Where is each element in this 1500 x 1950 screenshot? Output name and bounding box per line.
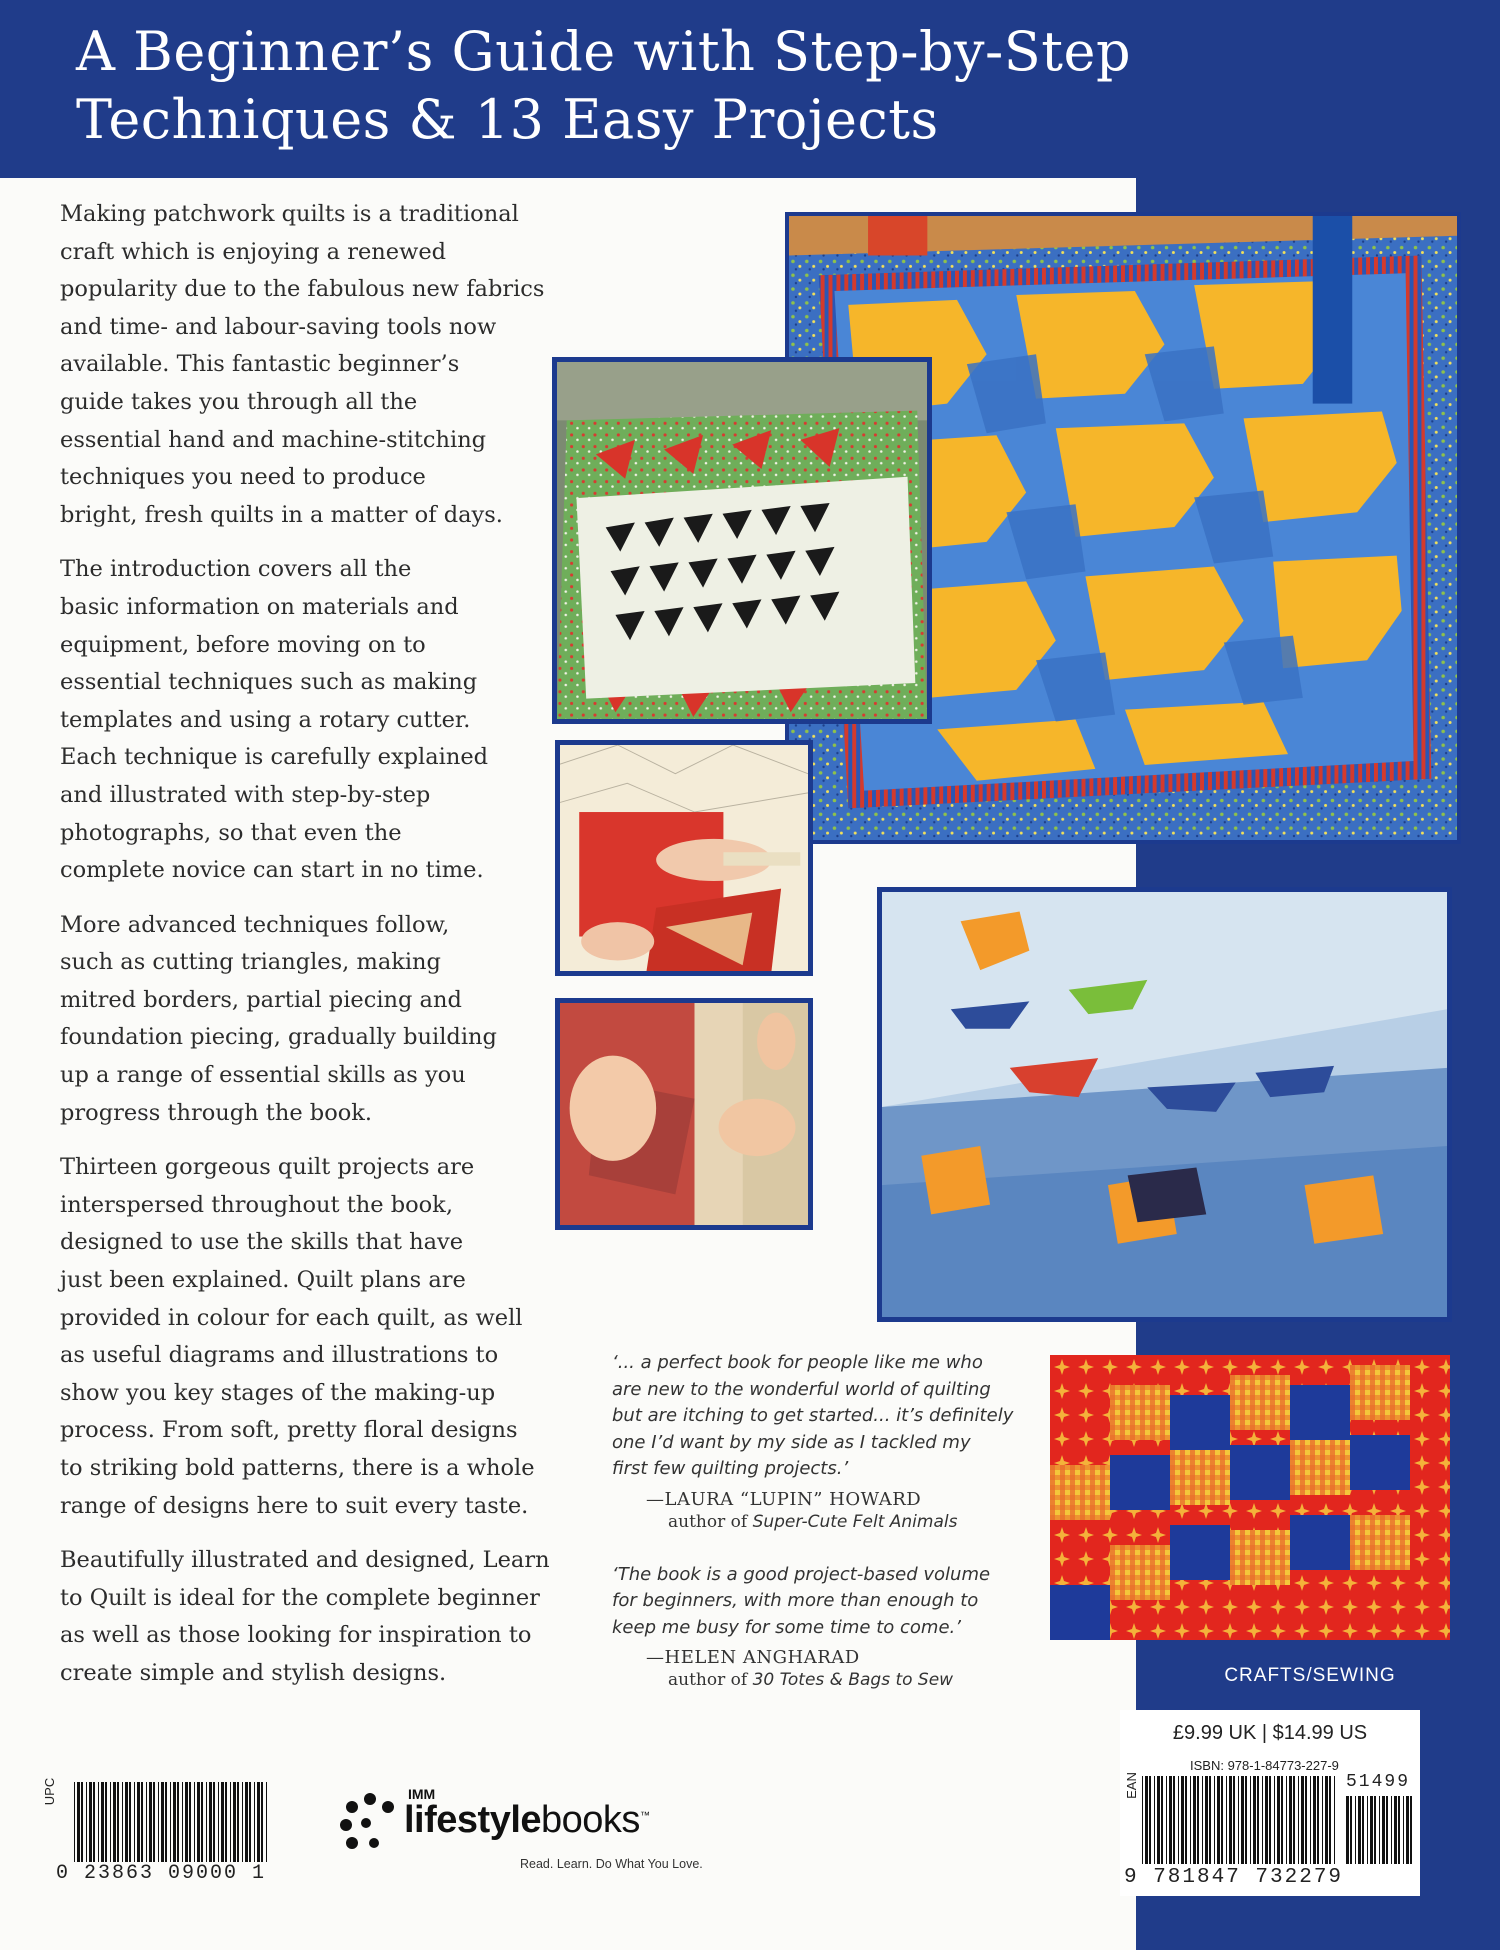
barcode-bar [89, 1782, 92, 1862]
text-line: and illustrated with step-by-step [60, 781, 431, 808]
review-1-text [612, 1350, 1032, 1483]
text-line: equipment, before moving on to [60, 631, 426, 658]
ean-addon-number: 51499 [1346, 1772, 1411, 1792]
ean-label: EAN [1123, 1772, 1139, 1799]
review-1 [612, 1350, 1032, 1532]
barcode-bar [1355, 1796, 1356, 1864]
barcode-bar [1221, 1776, 1223, 1864]
text-line: just been explained. Quilt plans are [60, 1267, 466, 1294]
photo-pinwheel-quilt [552, 357, 932, 724]
barcode-bar [1350, 1796, 1352, 1864]
barcode-bar [1185, 1776, 1187, 1864]
barcode-bar [1367, 1796, 1368, 1864]
barcode-bar [1329, 1776, 1331, 1864]
barcode-bar [1205, 1776, 1208, 1864]
barcode-bar [1178, 1776, 1179, 1864]
text-line: basic information on materials and [60, 593, 459, 620]
barcode-bar [1145, 1776, 1148, 1864]
paragraph-2 [60, 551, 590, 889]
barcode-bar [218, 1782, 219, 1862]
text-line: keep me busy for some time to come.’ [612, 1616, 961, 1638]
barcode-bar [1398, 1796, 1400, 1864]
barcode-bar [1209, 1776, 1211, 1864]
barcode-bar [1197, 1776, 1199, 1864]
logo-word-regular: books [541, 1799, 640, 1841]
barcode-bar [1382, 1796, 1385, 1864]
text-line: techniques you need to produce [60, 464, 426, 491]
barcode-bar [233, 1782, 236, 1862]
barcode-bar [245, 1782, 248, 1862]
barcode-bar [146, 1782, 147, 1862]
barcode-bar [1190, 1776, 1191, 1864]
paragraph-3 [60, 907, 590, 1133]
barcode-bar [1169, 1776, 1172, 1864]
barcode-bar [125, 1782, 128, 1862]
text-line: process. From soft, pretty floral designs [60, 1417, 518, 1444]
logo-trademark: ™ [639, 1810, 650, 1822]
barcode-bar [77, 1782, 80, 1862]
text-line: designed to use the skills that have [60, 1229, 464, 1256]
barcode-bar [1286, 1776, 1287, 1864]
barcode-bar [209, 1782, 212, 1862]
barcode-bar [1322, 1776, 1323, 1864]
text-line: to striking bold patterns, there is a whole [60, 1455, 535, 1481]
barcode-bar [266, 1782, 267, 1862]
text-line: to Quilt is ideal for the complete beginner [60, 1584, 540, 1611]
credit-prefix: author of [668, 1670, 748, 1690]
text-line: foundation piecing, gradually building [60, 1024, 497, 1051]
text-line: bright, fresh quilts in a matter of days. [60, 501, 503, 528]
credit-book-title: Super-Cute Felt Animals [752, 1511, 958, 1532]
logo-wordmark [404, 1799, 649, 1842]
barcode-bar [1403, 1796, 1404, 1864]
barcode-bar [1410, 1796, 1412, 1864]
barcode-bar [1301, 1776, 1304, 1864]
text-line: create simple and stylish designs. [60, 1659, 447, 1686]
text-line: The introduction covers all the [60, 556, 412, 583]
text-line: mitred borders, partial piecing and [60, 986, 462, 1013]
text-line: Each technique is carefully explained [60, 744, 489, 771]
text-line: Making patchwork quilts is a traditional [60, 201, 519, 227]
barcode-bar [221, 1782, 224, 1862]
upc-label: UPC [42, 1777, 58, 1806]
barcode-bar [81, 1782, 83, 1862]
credit-prefix: author of [668, 1511, 748, 1532]
barcode-bar [153, 1782, 155, 1862]
photo-check-quilt [1050, 1355, 1450, 1640]
barcode-bar [1379, 1796, 1380, 1864]
barcode-bar [1370, 1796, 1373, 1864]
barcode-bar [1265, 1776, 1268, 1864]
barcode-bar [141, 1782, 143, 1862]
barcode-bar [165, 1782, 167, 1862]
barcode-bar [1386, 1796, 1388, 1864]
barcode-bar [1257, 1776, 1259, 1864]
barcode-bar [1334, 1776, 1335, 1864]
barcode-bar [1298, 1776, 1299, 1864]
barcode-bar [1241, 1776, 1244, 1864]
barcode-bar [1202, 1776, 1203, 1864]
barcode-bar [1310, 1776, 1311, 1864]
credit-book-title: 30 Totes & Bags to Sew [752, 1670, 954, 1690]
barcode-bar [1406, 1796, 1409, 1864]
barcode-bar [261, 1782, 263, 1862]
text-line: ‘... a perfect book for people like me who [612, 1352, 983, 1373]
text-line: as well as those looking for inspiration to [60, 1622, 532, 1649]
text-line: photographs, so that even the [60, 819, 402, 846]
barcode-bar [1325, 1776, 1328, 1864]
photo-bowtie-quilt [877, 887, 1452, 1322]
paragraph-4 [60, 1149, 590, 1525]
barcode-bar [182, 1782, 183, 1862]
photo-folding-fabric [555, 998, 813, 1230]
text-line: essential techniques such as making [60, 669, 478, 696]
barcode-bar [1181, 1776, 1184, 1864]
barcode-bar [1281, 1776, 1283, 1864]
barcode-bar [161, 1782, 164, 1862]
text-line: one I’d want by my side as I tackled my [612, 1431, 971, 1453]
text-line: popularity due to the fabulous new fabrics [60, 276, 545, 303]
review-1-credit [668, 1512, 1032, 1532]
text-line: More advanced techniques follow, [60, 911, 450, 938]
barcode-bar [1346, 1796, 1349, 1864]
barcode-bar [129, 1782, 131, 1862]
text-line: interspersed throughout the book, [60, 1191, 453, 1218]
barcode-bar [101, 1782, 104, 1862]
barcode-bar [1293, 1776, 1295, 1864]
barcode-bar [149, 1782, 152, 1862]
text-line: and time- and labour-saving tools now [60, 313, 497, 340]
text-line: up a range of essential skills as you [60, 1062, 466, 1089]
barcode-bar [173, 1782, 176, 1862]
cover-headline [76, 18, 1476, 154]
ean-barcode [1142, 1776, 1338, 1864]
barcode-bar [1233, 1776, 1235, 1864]
barcode-bar [242, 1782, 243, 1862]
barcode-bar [1394, 1796, 1397, 1864]
barcode-bar [1229, 1776, 1232, 1864]
barcode-bar [113, 1782, 116, 1862]
review-2 [612, 1562, 1032, 1691]
barcode-bar [158, 1782, 159, 1862]
text-line: such as cutting triangles, making [60, 949, 441, 976]
description-text [60, 196, 590, 1710]
barcode-bar [177, 1782, 179, 1862]
barcode-bar [1313, 1776, 1316, 1864]
barcode-bar [230, 1782, 231, 1862]
text-line: available. This fantastic beginner’s [60, 351, 460, 378]
ean-addon-barcode [1346, 1796, 1416, 1864]
barcode-bar [197, 1782, 200, 1862]
category-label: CRAFTS/SEWING [1224, 1665, 1396, 1686]
review-2-text [612, 1562, 1032, 1642]
text-line: templates and using a rotary cutter. [60, 706, 471, 733]
logo-dots-icon [338, 1791, 402, 1855]
barcode-bar [249, 1782, 251, 1862]
barcode-bar [1269, 1776, 1271, 1864]
barcode-bar [254, 1782, 255, 1862]
barcode-bar [86, 1782, 87, 1862]
headline-line-2: Techniques & 13 Easy Projects [76, 88, 939, 151]
barcode-bar [1238, 1776, 1239, 1864]
text-line: ‘The book is a good project-based volume [612, 1563, 991, 1585]
barcode-bar [1358, 1796, 1361, 1864]
text-line: Beautifully illustrated and designed, Learn [60, 1547, 550, 1574]
publisher-logo [338, 1783, 758, 1883]
upc-number: 0 23863 09000 1 [56, 1862, 267, 1885]
barcode-bar [194, 1782, 195, 1862]
barcode-bar [225, 1782, 227, 1862]
text-line: complete novice can start in no time. [60, 857, 484, 884]
barcode-bar [185, 1782, 188, 1862]
barcode-bar [1391, 1796, 1392, 1864]
text-line: Thirteen gorgeous quilt projects are [60, 1154, 475, 1181]
barcode-bar [117, 1782, 119, 1862]
text-line: guide takes you through all the [60, 388, 418, 415]
barcode-bar [1305, 1776, 1307, 1864]
barcode-bar [1166, 1776, 1167, 1864]
barcode-bar [105, 1782, 107, 1862]
barcode-bar [1217, 1776, 1220, 1864]
barcode-bar [1149, 1776, 1151, 1864]
photo-cutting-fabric [555, 740, 813, 976]
logo-word-bold: lifestyle [404, 1799, 542, 1841]
barcode-bar [206, 1782, 207, 1862]
text-line: for beginners, with more than enough to [612, 1590, 979, 1611]
barcode-bar [189, 1782, 191, 1862]
barcode-bar [1214, 1776, 1215, 1864]
barcode-bar [93, 1782, 95, 1862]
barcode-bar [1226, 1776, 1227, 1864]
text-line: show you key stages of the making-up [60, 1379, 496, 1406]
text-line: provided in colour for each quilt, as well [60, 1304, 523, 1331]
barcode-bar [98, 1782, 99, 1862]
headline-line-1: A Beginner’s Guide with Step-by-Step [76, 20, 1132, 83]
barcode-bar [237, 1782, 239, 1862]
barcode-bar [1193, 1776, 1196, 1864]
text-line: first few quilting projects.’ [612, 1458, 849, 1479]
barcode-bar [122, 1782, 123, 1862]
barcode-bar [110, 1782, 111, 1862]
review-quotes [612, 1350, 1032, 1690]
barcode-bar [1289, 1776, 1292, 1864]
barcode-bar [213, 1782, 215, 1862]
barcode-bar [1317, 1776, 1319, 1864]
paragraph-5 [60, 1542, 590, 1692]
barcode-bar [170, 1782, 171, 1862]
logo-tagline: Read. Learn. Do What You Love. [520, 1857, 703, 1871]
barcode-bar [201, 1782, 203, 1862]
text-line: are new to the wonderful world of quilting [612, 1378, 991, 1400]
text-line: craft which is enjoying a renewed [60, 238, 447, 265]
text-line: but are itching to get started... it’s definitely [612, 1405, 1014, 1426]
review-2-author: —HELEN ANGHARAD [646, 1647, 860, 1668]
barcode-bar [1157, 1776, 1160, 1864]
barcode-bar [257, 1782, 260, 1862]
barcode-bar [1277, 1776, 1280, 1864]
review-2-credit [668, 1670, 1032, 1690]
barcode-bar [1154, 1776, 1155, 1864]
barcode-bar [1250, 1776, 1251, 1864]
barcode-bar [137, 1782, 140, 1862]
barcode-bar [1274, 1776, 1275, 1864]
price-label: £9.99 UK | $14.99 US [1172, 1722, 1368, 1744]
barcode-bar [1161, 1776, 1163, 1864]
text-line: range of designs here to suit every taste. [60, 1492, 529, 1519]
barcode-bar [1142, 1776, 1143, 1864]
barcode-bar [74, 1782, 75, 1862]
text-line: progress through the book. [60, 1099, 373, 1126]
paragraph-1 [60, 196, 590, 534]
ean-number: 9 781847 732279 [1124, 1866, 1344, 1889]
barcode-bar [134, 1782, 135, 1862]
isbn-label: ISBN: 978-1-84773-227-9 [1190, 1758, 1339, 1773]
barcode-bar [1253, 1776, 1256, 1864]
barcode-bar [1173, 1776, 1175, 1864]
text-line: essential hand and machine-stitching [60, 426, 487, 453]
barcode-bar [1245, 1776, 1247, 1864]
logo-imm: IMM [408, 1786, 436, 1802]
review-1-author: —LAURA “LUPIN” HOWARD [646, 1488, 922, 1510]
text-line: as useful diagrams and illustrations to [60, 1342, 499, 1369]
barcode-bar [1362, 1796, 1364, 1864]
barcode-bar [1374, 1796, 1376, 1864]
upc-barcode [74, 1782, 270, 1862]
barcode-bar [1262, 1776, 1263, 1864]
